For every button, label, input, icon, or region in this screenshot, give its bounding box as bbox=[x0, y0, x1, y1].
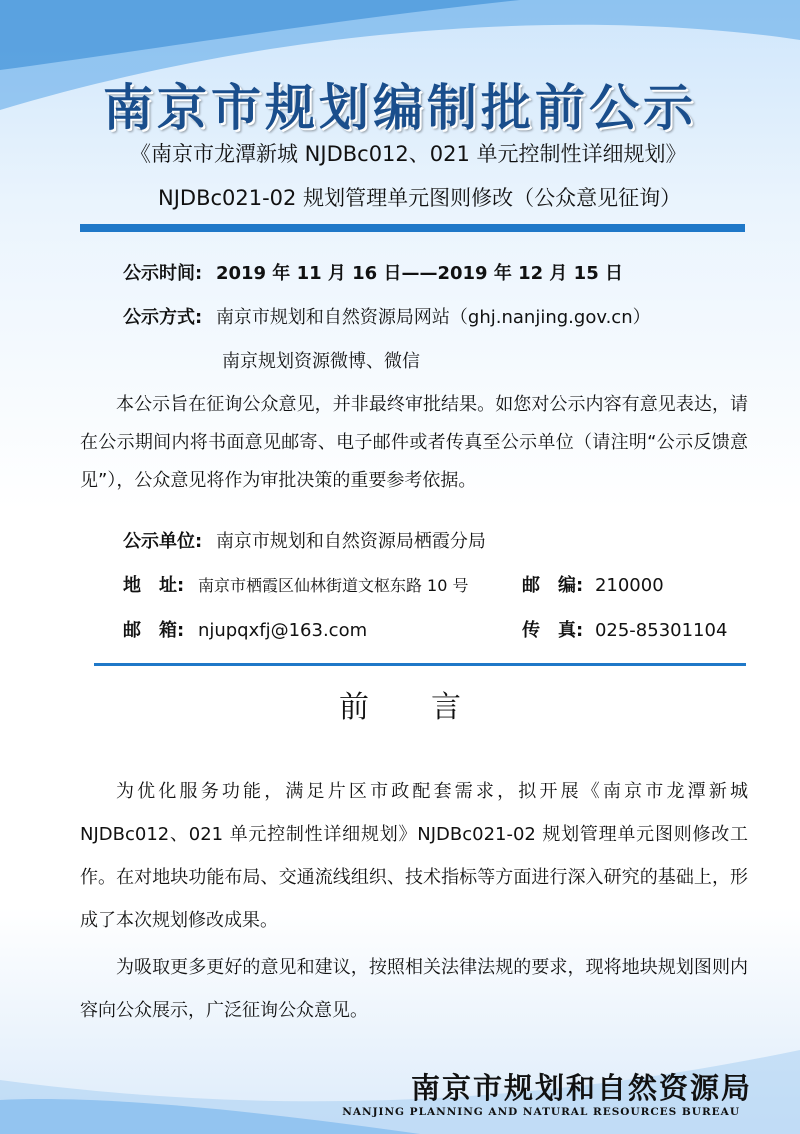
notice-method-row bbox=[123, 303, 651, 329]
fax-label: 传 真: bbox=[522, 620, 584, 641]
preface-heading: 前言 bbox=[339, 690, 523, 725]
notice-method-line2: 南京规划资源微博、微信 bbox=[222, 351, 420, 372]
fax-value: 025-85301104 bbox=[594, 620, 728, 641]
bureau-name-en: NANJING PLANNING AND NATURAL RESOURCES BUREAU bbox=[342, 1106, 740, 1118]
notice-unit-row bbox=[123, 527, 486, 553]
fax-row bbox=[522, 616, 727, 642]
email-value[interactable]: njupqxfj@163.com bbox=[197, 620, 368, 641]
email-label: 邮 箱: bbox=[123, 620, 185, 641]
postcode-value: 210000 bbox=[594, 575, 664, 596]
notice-time-value: 2019 年 11 月 16 日——2019 年 12 月 15 日 bbox=[215, 263, 623, 284]
plan-subtitle-line1: 《南京市龙潭新城 NJDBc012、021 单元控制性详细规划》 bbox=[130, 142, 687, 166]
header-divider bbox=[80, 224, 745, 232]
address-row bbox=[123, 571, 468, 597]
bureau-name-cn: 南京市规划和自然资源局 bbox=[410, 1071, 752, 1105]
notice-time-label: 公示时间: bbox=[123, 263, 203, 284]
preface-paragraph-1: 为优化服务功能，满足片区市政配套需求，拟开展《南京市龙潭新城NJDBc012、021 单元控制性详细规划》NJDBc021-02 规划管理单元图则修改工作。在对地块功能布局、交通流线组织、技术指标等方面进行深入研究的基础上，形成了本次规划修改成果。 bbox=[80, 781, 748, 931]
intro-paragraph: 本公示旨在征询公众意见，并非最终审批结果。如您对公示内容有意见表达，请在公示期间内将书面意见邮寄、电子邮件或者传真至公示单位（请注明“公示反馈意见”），公众意见将作为审批决策的重要参考依据。 bbox=[80, 394, 748, 491]
postcode-label: 邮 编: bbox=[522, 575, 584, 596]
notice-time-row bbox=[123, 259, 623, 285]
notice-unit-value: 南京市规划和自然资源局栖霞分局 bbox=[215, 531, 486, 552]
email-row bbox=[123, 616, 367, 642]
notice-method-line1: 南京市规划和自然资源局网站（ghj.nanjing.gov.cn） bbox=[215, 307, 651, 328]
notice-unit-label: 公示单位: bbox=[123, 531, 203, 552]
notice-method-label: 公示方式: bbox=[123, 307, 203, 328]
section-divider bbox=[94, 663, 746, 666]
address-label: 地 址: bbox=[123, 575, 185, 596]
plan-subtitle-line2: NJDBc021-02 规划管理单元图则修改（公众意见征询） bbox=[158, 186, 682, 210]
address-value: 南京市栖霞区仙林街道文枢东路 10 号 bbox=[197, 576, 469, 595]
preface-paragraph-2: 为吸取更多更好的意见和建议，按照相关法律法规的要求，现将地块规划图则内容向公众展示，广泛征询公众意见。 bbox=[80, 957, 748, 1021]
postcode-row bbox=[522, 571, 664, 597]
page-title: 南京市规划编制批前公示 bbox=[103, 78, 697, 137]
